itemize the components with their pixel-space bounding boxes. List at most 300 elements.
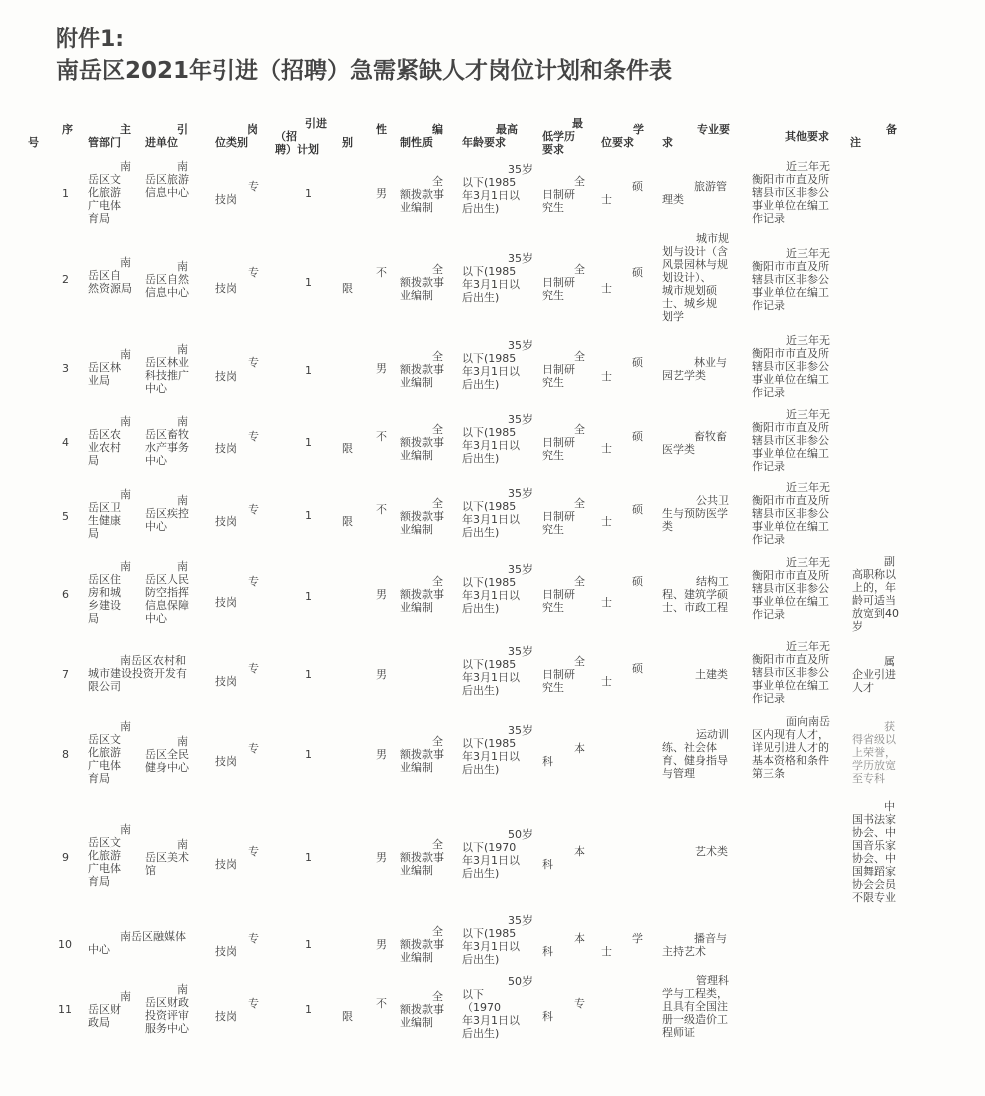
table-cell-line: 南 bbox=[177, 494, 188, 507]
table-cell bbox=[376, 503, 387, 516]
table-cell-line: 业编制 bbox=[400, 289, 433, 302]
table-cell-line: 岳区住 bbox=[88, 573, 121, 586]
table-cell-line: 后出生) bbox=[462, 378, 500, 391]
table-cell-line: 后出生) bbox=[462, 602, 500, 615]
table-cell bbox=[88, 930, 186, 956]
table-cell bbox=[88, 823, 131, 888]
table-cell-line: 生与预防医学 bbox=[662, 507, 728, 520]
table-cell-line: 上荣誉， bbox=[852, 746, 896, 759]
table-cell-line: 全 bbox=[574, 497, 585, 510]
table-cell-line: 局 bbox=[88, 454, 99, 467]
header-cell-line: 编 bbox=[432, 123, 443, 136]
table-cell-line: 限 bbox=[342, 282, 353, 295]
table-cell bbox=[248, 997, 259, 1010]
table-cell bbox=[248, 742, 259, 755]
table-cell bbox=[215, 370, 237, 383]
table-cell-line: 岳区文 bbox=[88, 836, 121, 849]
table-cell-line: 旅游管 bbox=[694, 180, 727, 193]
table-cell bbox=[662, 180, 727, 206]
table-cell bbox=[145, 560, 189, 625]
table-cell-line: 广电体 bbox=[88, 199, 121, 212]
table-cell bbox=[215, 675, 237, 688]
table-cell-line: 全 bbox=[432, 423, 443, 436]
table-cell bbox=[601, 193, 612, 206]
table-cell-line: 广电体 bbox=[88, 862, 121, 875]
table-cell-line: 额拨款事 bbox=[400, 588, 444, 601]
table-cell-line: 1 bbox=[305, 187, 312, 200]
table-cell-line: 人才 bbox=[852, 681, 874, 694]
table-cell-line: 南 bbox=[120, 720, 131, 733]
table-cell-line: 1 bbox=[305, 364, 312, 377]
table-cell bbox=[574, 932, 585, 945]
table-cell bbox=[462, 563, 533, 615]
table-cell-line: 技岗 bbox=[215, 755, 237, 768]
table-cell-line: 区内现有人才， bbox=[752, 728, 829, 741]
header-cell-line: 位要求 bbox=[601, 136, 634, 149]
table-cell bbox=[305, 938, 312, 951]
table-cell bbox=[62, 510, 69, 523]
table-cell bbox=[542, 350, 585, 389]
table-cell bbox=[248, 266, 259, 279]
table-cell-line: 馆 bbox=[145, 864, 156, 877]
header-cell bbox=[88, 123, 131, 149]
table-cell-line: 6 bbox=[62, 588, 69, 601]
table-cell-line: 全 bbox=[432, 175, 443, 188]
table-cell-line: 育局 bbox=[88, 875, 110, 888]
table-cell-line: 事业单位在编工 bbox=[752, 595, 829, 608]
table-cell bbox=[400, 735, 444, 774]
table-cell-line: 国书法家 bbox=[852, 813, 896, 826]
table-cell-line: 学 bbox=[632, 932, 643, 945]
table-cell bbox=[400, 990, 444, 1029]
table-cell-line: 岳区农 bbox=[88, 428, 121, 441]
table-cell-line: 以下(1985 bbox=[462, 426, 517, 439]
table-cell-line: 中心 bbox=[145, 382, 167, 395]
table-cell bbox=[62, 436, 69, 449]
table-cell bbox=[400, 838, 444, 877]
table-cell-line: 1 bbox=[305, 668, 312, 681]
table-cell-line: 技岗 bbox=[215, 193, 237, 206]
table-cell-line: 中心 bbox=[145, 612, 167, 625]
table-cell bbox=[305, 748, 312, 761]
table-cell-line: 硕 bbox=[632, 180, 643, 193]
table-cell bbox=[376, 362, 387, 375]
table-cell-line: 南 bbox=[177, 735, 188, 748]
header-cell bbox=[215, 123, 258, 149]
table-cell-line: 专 bbox=[574, 997, 585, 1010]
table-cell-line: 划设计）、 bbox=[662, 271, 712, 284]
table-cell bbox=[88, 256, 132, 295]
table-cell-line: 岳区旅游 bbox=[145, 173, 189, 186]
table-cell-line: 硕 bbox=[632, 266, 643, 279]
table-cell bbox=[632, 180, 643, 193]
table-cell-line: 限 bbox=[342, 515, 353, 528]
header-cell bbox=[145, 123, 188, 149]
table-cell-line: 后出生) bbox=[462, 684, 500, 697]
table-cell bbox=[752, 247, 830, 312]
table-cell-line: 南 bbox=[177, 415, 188, 428]
table-cell-line: 划学 bbox=[662, 310, 684, 323]
table-cell-line: 技岗 bbox=[215, 858, 237, 871]
table-cell-line: 35岁 bbox=[508, 563, 533, 576]
table-cell bbox=[145, 160, 189, 199]
table-cell-line: 化旅游 bbox=[88, 849, 121, 862]
table-cell-line: 额拨款事 bbox=[400, 851, 444, 864]
table-cell bbox=[632, 356, 643, 369]
table-cell-line: 辖县市区非参公 bbox=[752, 434, 829, 447]
table-cell-line: 南岳区农村和 bbox=[120, 654, 186, 667]
table-cell bbox=[462, 645, 533, 697]
table-cell-line: 作记录 bbox=[752, 386, 785, 399]
table-cell-line: 后出生) bbox=[462, 953, 500, 966]
table-cell bbox=[662, 575, 729, 614]
table-cell-line: 服务中心 bbox=[145, 1022, 189, 1035]
table-cell-line: 南 bbox=[120, 823, 131, 836]
table-cell bbox=[305, 364, 312, 377]
table-cell bbox=[752, 556, 830, 621]
table-cell bbox=[376, 668, 387, 681]
table-cell bbox=[62, 851, 69, 864]
table-cell-line: 衡阳市市直及所 bbox=[752, 260, 829, 273]
table-cell-line: 年3月1日以 bbox=[462, 940, 520, 953]
table-cell bbox=[542, 945, 553, 958]
table-cell bbox=[852, 800, 896, 904]
header-cell-line: 性 bbox=[376, 123, 387, 136]
table-cell bbox=[662, 728, 729, 780]
table-cell-line: 技岗 bbox=[215, 370, 237, 383]
table-cell-line: 程师证 bbox=[662, 1026, 695, 1039]
table-cell-line: 南 bbox=[120, 348, 131, 361]
table-cell-line: 50岁 bbox=[508, 828, 533, 841]
table-cell-line: 事业单位在编工 bbox=[752, 447, 829, 460]
table-cell-line: 以下(1985 bbox=[462, 737, 517, 750]
table-cell bbox=[342, 1010, 353, 1023]
table-cell bbox=[542, 575, 585, 614]
header-cell bbox=[462, 123, 518, 149]
table-cell bbox=[145, 260, 189, 299]
table-cell-line: 岳区自然 bbox=[145, 273, 189, 286]
table-cell-line: 额拨款事 bbox=[400, 436, 444, 449]
table-cell-line: 5 bbox=[62, 510, 69, 523]
table-cell-line: 高职称以 bbox=[852, 568, 896, 581]
table-cell-line: 投资评审 bbox=[145, 1009, 189, 1022]
header-cell bbox=[542, 117, 583, 156]
table-cell-line: 以下(1985 bbox=[462, 176, 517, 189]
table-cell-line: 得省级以 bbox=[852, 733, 896, 746]
table-cell-line: 技岗 bbox=[215, 945, 237, 958]
table-cell bbox=[305, 851, 312, 864]
table-cell-line: 日制研 bbox=[542, 363, 575, 376]
header-cell bbox=[662, 136, 673, 149]
table-cell-line: 额拨款事 bbox=[400, 938, 444, 951]
table-cell-line: 近三年无 bbox=[786, 556, 830, 569]
table-cell-line: 岳区文 bbox=[88, 173, 121, 186]
table-cell bbox=[145, 838, 189, 877]
table-cell-line: 管理科 bbox=[696, 974, 729, 987]
table-cell-line: 作记录 bbox=[752, 299, 785, 312]
table-cell-line: 11 bbox=[58, 1003, 72, 1016]
table-cell-line: 作记录 bbox=[752, 692, 785, 705]
table-cell-line: 究生 bbox=[542, 289, 564, 302]
table-cell bbox=[58, 938, 72, 951]
header-cell-line: 主 bbox=[120, 123, 131, 136]
table-cell-line: 35岁 bbox=[508, 487, 533, 500]
header-cell-line: 要求 bbox=[542, 143, 564, 156]
table-cell-line: 南 bbox=[120, 160, 131, 173]
table-cell-line: 作记录 bbox=[752, 608, 785, 621]
table-cell-line: 日制研 bbox=[542, 436, 575, 449]
table-cell bbox=[542, 858, 553, 871]
table-cell-line: 局 bbox=[88, 527, 99, 540]
table-cell-line: 放宽到40 bbox=[852, 607, 899, 620]
table-cell bbox=[400, 350, 444, 389]
table-cell-line: 龄可适当 bbox=[852, 594, 896, 607]
table-cell bbox=[58, 1003, 72, 1016]
table-cell-line: 南 bbox=[177, 560, 188, 573]
header-cell-line: 引进 bbox=[305, 117, 327, 130]
table-cell bbox=[88, 990, 131, 1029]
table-cell-line: 辖县市区非参公 bbox=[752, 666, 829, 679]
table-cell-line: 不 bbox=[376, 266, 387, 279]
table-cell bbox=[145, 415, 189, 467]
table-cell-line: 1 bbox=[305, 276, 312, 289]
table-cell-line: 1 bbox=[305, 748, 312, 761]
table-cell-line: 主持艺术 bbox=[662, 945, 706, 958]
table-cell-line: 岳区畜牧 bbox=[145, 428, 189, 441]
table-cell-line: 衡阳市市直及所 bbox=[752, 173, 829, 186]
table-cell-line: 艺术类 bbox=[695, 845, 728, 858]
table-cell-line: 近三年无 bbox=[786, 481, 830, 494]
header-cell-line: 专业要 bbox=[697, 123, 730, 136]
table-cell-line: 岳区全民 bbox=[145, 748, 189, 761]
table-cell bbox=[88, 348, 131, 387]
table-cell-line: 限公司 bbox=[88, 680, 121, 693]
table-cell-line: 防空指挥 bbox=[145, 586, 189, 599]
table-cell bbox=[662, 356, 727, 382]
header-cell bbox=[697, 123, 730, 136]
table-cell-line: 1 bbox=[305, 509, 312, 522]
table-cell-line: 科 bbox=[542, 755, 553, 768]
table-cell-line: 以下(1985 bbox=[462, 265, 517, 278]
table-cell bbox=[342, 442, 353, 455]
table-cell-line: 男 bbox=[376, 362, 387, 375]
table-cell-line: 额拨款事 bbox=[400, 276, 444, 289]
table-cell bbox=[662, 430, 727, 456]
table-cell-line: 硕 bbox=[632, 662, 643, 675]
table-cell bbox=[62, 362, 69, 375]
table-cell-line: 岳区文 bbox=[88, 733, 121, 746]
table-cell-line: 1 bbox=[305, 436, 312, 449]
table-cell-line: 35岁 bbox=[508, 724, 533, 737]
table-cell bbox=[752, 334, 830, 399]
table-cell-line: 男 bbox=[376, 668, 387, 681]
table-cell bbox=[601, 675, 612, 688]
table-cell-line: 科技推广 bbox=[145, 369, 189, 382]
table-cell bbox=[662, 932, 727, 958]
table-cell-line: 3 bbox=[62, 362, 69, 375]
table-cell bbox=[752, 715, 830, 780]
table-cell bbox=[88, 560, 131, 625]
table-cell-line: 专 bbox=[248, 180, 259, 193]
table-cell-line: 技岗 bbox=[215, 515, 237, 528]
table-cell-line: 岳区美术 bbox=[145, 851, 189, 864]
table-cell-line: 至专科 bbox=[852, 772, 885, 785]
table-cell-line: 作记录 bbox=[752, 533, 785, 546]
table-cell-line: 公共卫 bbox=[696, 494, 729, 507]
table-cell-line: 本 bbox=[574, 845, 585, 858]
table-cell-line: 企业引进 bbox=[852, 668, 896, 681]
table-cell-line: 额拨款事 bbox=[400, 1003, 444, 1016]
table-cell-line: 近三年无 bbox=[786, 640, 830, 653]
table-cell bbox=[462, 828, 533, 880]
table-cell-line: 理类 bbox=[662, 193, 684, 206]
table-cell bbox=[400, 575, 444, 614]
table-cell-line: 辖县市区非参公 bbox=[752, 582, 829, 595]
table-cell-line: 南 bbox=[177, 260, 188, 273]
table-cell bbox=[62, 748, 69, 761]
table-cell-line: 南 bbox=[120, 488, 131, 501]
table-cell-line: 类 bbox=[662, 520, 673, 533]
table-cell bbox=[88, 488, 131, 540]
table-cell bbox=[62, 273, 69, 286]
table-cell-line: 南岳区融媒体 bbox=[120, 930, 186, 943]
table-cell bbox=[632, 503, 643, 516]
table-cell bbox=[574, 997, 585, 1010]
header-cell bbox=[376, 123, 387, 136]
table-cell bbox=[400, 263, 444, 302]
table-cell bbox=[145, 494, 189, 533]
table-cell-line: 后出生) bbox=[462, 291, 500, 304]
table-cell-line: 技岗 bbox=[215, 675, 237, 688]
table-cell-line: 士、城乡规 bbox=[662, 297, 717, 310]
table-cell bbox=[542, 755, 553, 768]
table-cell bbox=[342, 515, 353, 528]
table-cell-line: 业局 bbox=[88, 374, 110, 387]
table-cell-line: 结构工 bbox=[696, 575, 729, 588]
table-cell-line: 辖县市区非参公 bbox=[752, 186, 829, 199]
table-cell-line: 男 bbox=[376, 851, 387, 864]
header-cell-line: 管部门 bbox=[88, 136, 121, 149]
table-cell bbox=[305, 590, 312, 603]
table-cell-line: 专 bbox=[248, 575, 259, 588]
header-cell bbox=[785, 130, 829, 143]
table-cell-line: 究生 bbox=[542, 201, 564, 214]
header-cell-line: 其他要求 bbox=[785, 130, 829, 143]
table-cell-line: 风景园林与规 bbox=[662, 258, 728, 271]
table-cell-line: 1 bbox=[305, 590, 312, 603]
table-cell-line: 究生 bbox=[542, 601, 564, 614]
table-cell bbox=[662, 974, 729, 1039]
header-cell-line: 进单位 bbox=[145, 136, 178, 149]
table-cell-line: 健身中心 bbox=[145, 761, 189, 774]
header-cell bbox=[886, 123, 897, 136]
table-cell-line: 以下(1985 bbox=[462, 658, 517, 671]
table-cell bbox=[601, 945, 612, 958]
table-cell-line: 岳区自 bbox=[88, 269, 121, 282]
table-cell-line: 事业单位在编工 bbox=[752, 679, 829, 692]
table-cell-line: 日制研 bbox=[542, 276, 575, 289]
table-cell bbox=[376, 187, 387, 200]
table-cell-line: 年3月1日以 bbox=[462, 278, 520, 291]
table-cell-line: （1970 bbox=[462, 1001, 501, 1014]
table-cell-line: 城市规 bbox=[696, 232, 729, 245]
header-cell-line: （招 bbox=[275, 130, 297, 143]
table-cell-line: 近三年无 bbox=[786, 408, 830, 421]
header-cell-line: 最高 bbox=[496, 123, 518, 136]
table-cell-line: 育局 bbox=[88, 772, 110, 785]
table-cell-line: 第三条 bbox=[752, 767, 785, 780]
table-cell-line: 乡建设 bbox=[88, 599, 121, 612]
table-cell bbox=[695, 668, 728, 681]
table-cell-line: 土建类 bbox=[695, 668, 728, 681]
table-cell-line: 技岗 bbox=[215, 1010, 237, 1023]
table-cell-line: 以下(1970 bbox=[462, 841, 517, 854]
table-cell-line: 年3月1日以 bbox=[462, 365, 520, 378]
table-cell bbox=[248, 180, 259, 193]
table-cell bbox=[305, 276, 312, 289]
table-cell bbox=[88, 160, 131, 225]
table-cell-line: 硕 bbox=[632, 575, 643, 588]
table-cell-line: 后出生) bbox=[462, 526, 500, 539]
table-cell-line: 岁 bbox=[852, 620, 863, 633]
table-cell bbox=[215, 858, 237, 871]
table-cell bbox=[852, 655, 896, 694]
table-cell-line: 硕 bbox=[632, 503, 643, 516]
table-cell-line: 业编制 bbox=[400, 601, 433, 614]
table-cell-line: 协会、中 bbox=[852, 826, 896, 839]
table-cell bbox=[145, 983, 189, 1035]
table-cell-line: 水产事务 bbox=[145, 441, 189, 454]
table-cell-line: 国音乐家 bbox=[852, 839, 896, 852]
table-cell-line: 国舞蹈家 bbox=[852, 865, 896, 878]
table-cell-line: 士 bbox=[601, 282, 612, 295]
header-cell-line: 低学历 bbox=[542, 130, 575, 143]
table-cell-line: 50岁 bbox=[508, 975, 533, 988]
table-cell-line: 协会、中 bbox=[852, 852, 896, 865]
table-cell-line: 男 bbox=[376, 187, 387, 200]
table-cell-line: 岳区卫 bbox=[88, 501, 121, 514]
table-cell-line: 岳区财政 bbox=[145, 996, 189, 1009]
header-cell-line: 位类别 bbox=[215, 136, 248, 149]
table-cell-line: 硕 bbox=[632, 430, 643, 443]
table-cell-line: 中 bbox=[884, 800, 895, 813]
table-cell-line: 上的，年 bbox=[852, 581, 896, 594]
table-cell-line: 10 bbox=[58, 938, 72, 951]
table-cell-line: 年3月1日以 bbox=[462, 589, 520, 602]
table-cell-line: 育局 bbox=[88, 212, 110, 225]
table-cell-line: 以下 bbox=[462, 988, 484, 1001]
table-cell-line: 全 bbox=[432, 497, 443, 510]
table-cell-line: 究生 bbox=[542, 376, 564, 389]
table-cell-line: 后出生) bbox=[462, 202, 500, 215]
table-cell-line: 以下(1985 bbox=[462, 352, 517, 365]
table-cell-line: 专 bbox=[248, 356, 259, 369]
table-cell-line: 畜牧畜 bbox=[694, 430, 727, 443]
table-cell bbox=[462, 914, 533, 966]
table-cell bbox=[145, 735, 189, 774]
table-cell-line: 事业单位在编工 bbox=[752, 520, 829, 533]
table-cell bbox=[88, 654, 187, 693]
header-cell bbox=[601, 123, 644, 149]
table-cell-line: 士 bbox=[601, 675, 612, 688]
table-cell bbox=[248, 575, 259, 588]
table-cell bbox=[215, 442, 237, 455]
table-cell bbox=[852, 555, 899, 633]
table-cell-line: 中心 bbox=[145, 520, 167, 533]
table-cell-line: 全 bbox=[574, 263, 585, 276]
table-cell-line: 不 bbox=[376, 503, 387, 516]
table-cell-line: 究生 bbox=[542, 681, 564, 694]
